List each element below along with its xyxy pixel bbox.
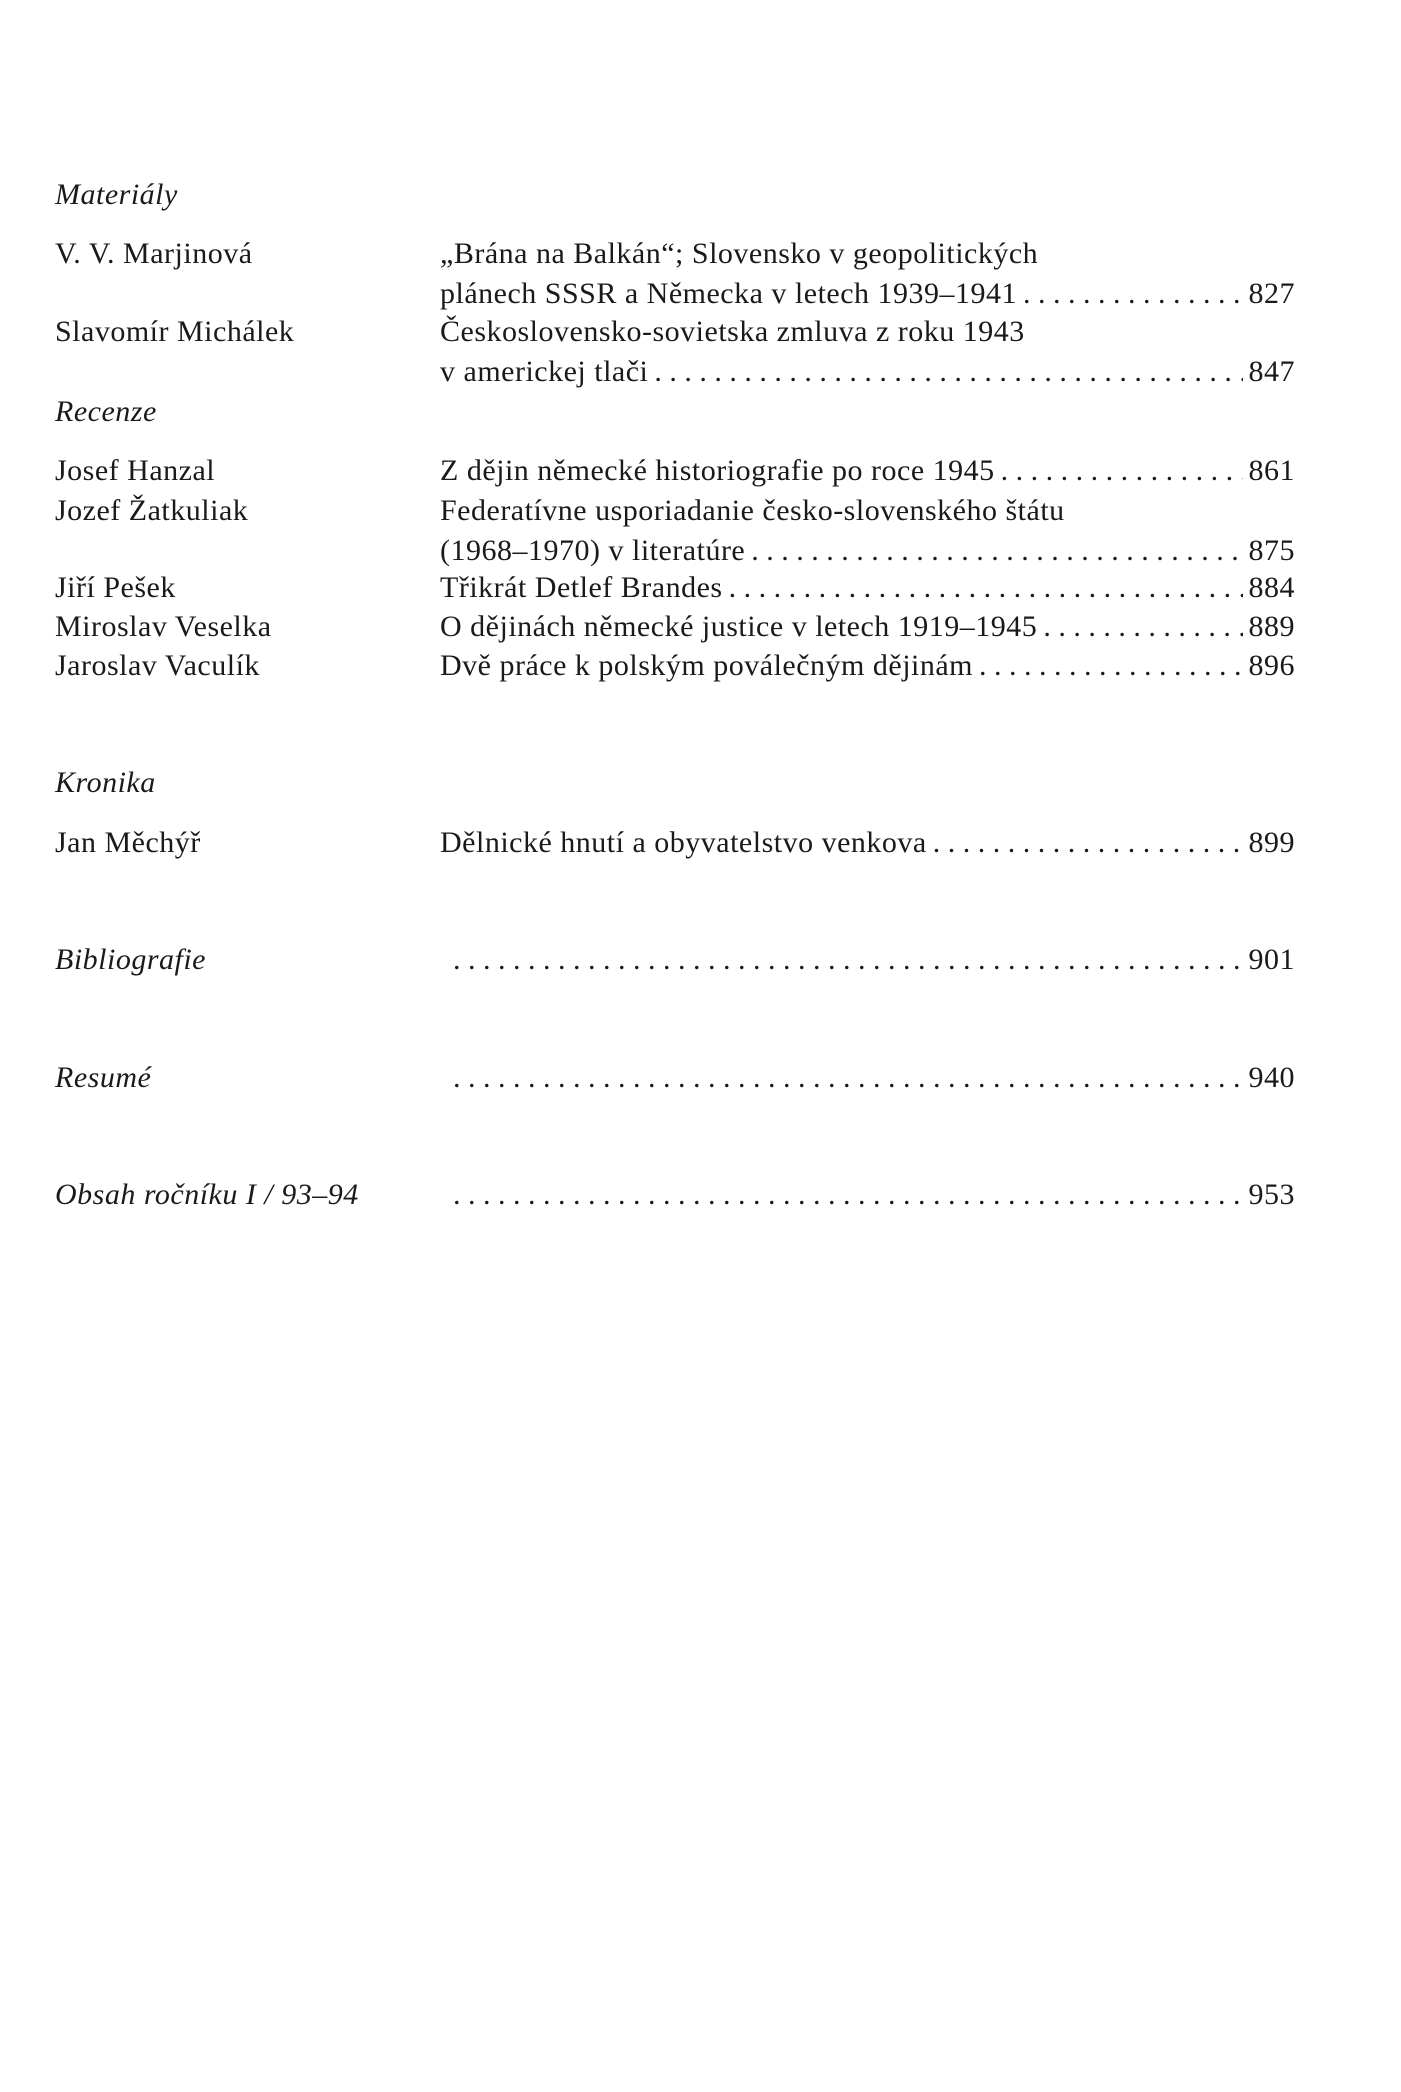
entry-page: 861: [1248, 454, 1295, 487]
entry-title: Dělnické hnutí a obyvatelstvo venkova: [440, 826, 927, 859]
entry-title-line: [453, 1061, 1295, 1095]
entry-title: Dvě práce k polským poválečným dějinám: [440, 649, 974, 682]
entry-title-line: [440, 355, 1295, 389]
leader-dots: [654, 355, 1242, 389]
leader-dots: [453, 943, 1243, 977]
toc-entry-bibliografie: [55, 943, 1295, 983]
leader-dots: [1043, 610, 1242, 644]
leader-dots: [751, 534, 1242, 568]
leader-dots: [729, 571, 1243, 605]
section-heading-recenze: Recenze: [55, 395, 157, 428]
entry-author: V. V. Marjinová: [55, 237, 253, 270]
entry-title: Z dějin německé historiografie po roce 1945: [440, 454, 995, 487]
entry-title-line: [440, 571, 1295, 605]
entry-page: 889: [1248, 610, 1295, 643]
toc-entry: [55, 649, 1295, 689]
entry-title-line: [440, 315, 1295, 349]
entry-page: 953: [1248, 1178, 1295, 1211]
entry-title: (1968–1970) v literatúre: [440, 534, 746, 567]
entry-title-line: [440, 237, 1295, 271]
leader-dots: [453, 1178, 1243, 1212]
toc-entry: [55, 315, 1295, 388]
entry-title-line: [440, 534, 1295, 568]
leader-dots: [453, 1061, 1243, 1095]
entry-title-line: [453, 1178, 1295, 1212]
entry-author: Jan Měchýř: [55, 826, 201, 859]
section-heading-resume: Resumé: [55, 1061, 152, 1094]
toc-entry-resume: [55, 1061, 1295, 1101]
entry-title-line: [440, 649, 1295, 683]
entry-title: O dějinách německé justice v letech 1919–1945: [440, 610, 1038, 643]
entry-title: „Brána na Balkán“; Slovensko v geopolitických: [440, 237, 1039, 270]
entry-page: 847: [1248, 355, 1295, 388]
leader-dots: [979, 649, 1242, 683]
toc-entry: [55, 610, 1295, 650]
entry-title: plánech SSSR a Německa v letech 1939–1941: [440, 277, 1018, 310]
entry-author: Jozef Žatkuliak: [55, 494, 249, 527]
entry-title-line: [440, 494, 1295, 528]
entry-page: 899: [1248, 826, 1295, 859]
toc-entry: [55, 454, 1295, 494]
entry-title-line: [440, 277, 1295, 311]
entry-title-line: [440, 610, 1295, 644]
entry-author: Jiří Pešek: [55, 571, 176, 604]
entry-page: 901: [1248, 943, 1295, 976]
toc-entry: [55, 826, 1295, 866]
entry-title: Československo-sovietska zmluva z roku 1943: [440, 315, 1025, 348]
toc-entry: [55, 571, 1295, 611]
leader-dots: [1023, 277, 1242, 311]
entry-title-line: [440, 826, 1295, 860]
section-heading-bibliografie: Bibliografie: [55, 943, 206, 976]
entry-title-line: [440, 454, 1295, 488]
entry-title: Federatívne usporiadanie česko-slovenského štátu: [440, 494, 1065, 527]
entry-title-line: [453, 943, 1295, 977]
entry-page: 827: [1248, 277, 1295, 310]
entry-page: 940: [1248, 1061, 1295, 1094]
entry-author: Slavomír Michálek: [55, 315, 295, 348]
entry-title: v americkej tlači: [440, 355, 649, 388]
section-heading-kronika: Kronika: [55, 766, 156, 799]
entry-author: Miroslav Veselka: [55, 610, 272, 643]
leader-dots: [933, 826, 1243, 860]
entry-title: Třikrát Detlef Brandes: [440, 571, 723, 604]
entry-page: 896: [1248, 649, 1295, 682]
leader-dots: [1001, 454, 1243, 488]
entry-page: 884: [1248, 571, 1295, 604]
entry-author: Josef Hanzal: [55, 454, 216, 487]
section-heading-obsah: Obsah ročníku I / 93–94: [55, 1178, 359, 1211]
toc-entry-obsah: [55, 1178, 1295, 1218]
toc-entry: [55, 237, 1295, 310]
entry-page: 875: [1248, 534, 1295, 567]
entry-author: Jaroslav Vaculík: [55, 649, 260, 682]
toc-entry: [55, 494, 1295, 567]
section-heading-materialy: Materiály: [55, 178, 178, 211]
